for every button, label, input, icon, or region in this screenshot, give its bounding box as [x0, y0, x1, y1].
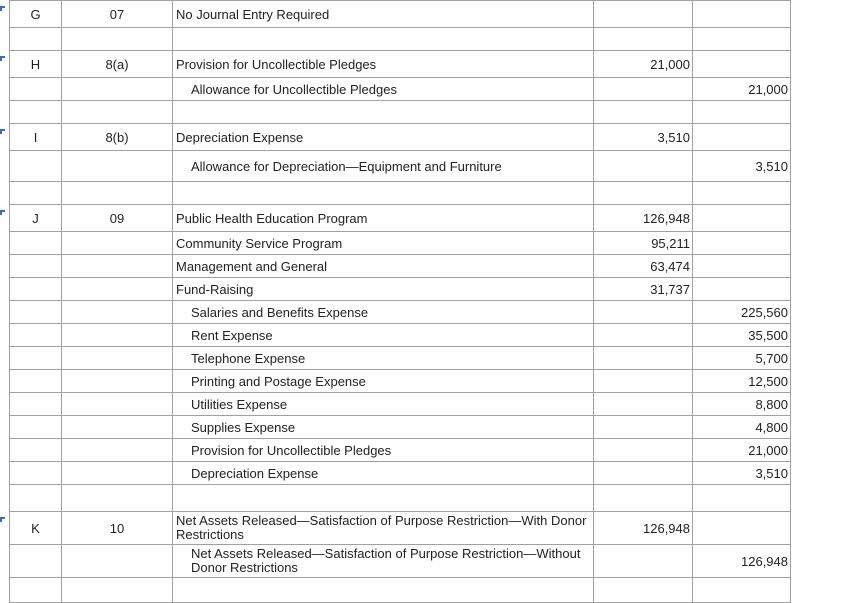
- entry-reference: [62, 78, 173, 101]
- debit-cell: [594, 182, 693, 205]
- account-title: Provision for Uncollectible Pledges: [173, 51, 594, 78]
- spacer-row: [10, 182, 791, 205]
- entry-reference: [62, 439, 173, 462]
- entry-letter: [10, 462, 62, 485]
- spacer-row: [10, 101, 791, 124]
- letter-cell: [10, 578, 62, 603]
- ref-cell: [62, 101, 173, 124]
- line-row: [10, 462, 791, 485]
- row-marker-icon: [0, 129, 5, 134]
- credit-cell: [693, 182, 791, 205]
- debit-amount: [594, 347, 693, 370]
- account-title: Utilities Expense: [173, 393, 594, 416]
- credit-amount: [693, 278, 791, 301]
- entry-reference: [62, 545, 173, 578]
- credit-amount: 5,700: [693, 347, 791, 370]
- debit-cell: [594, 101, 693, 124]
- line-row: [10, 324, 791, 347]
- credit-amount: [693, 232, 791, 255]
- entry-row: [10, 51, 791, 78]
- entry-letter: [10, 151, 62, 182]
- entry-letter: J: [10, 205, 62, 232]
- entry-reference: [62, 232, 173, 255]
- line-row: [10, 278, 791, 301]
- entry-reference: 09: [62, 205, 173, 232]
- debit-cell: [594, 485, 693, 512]
- entry-letter: [10, 439, 62, 462]
- row-marker-icon: [0, 56, 5, 61]
- credit-amount: 126,948: [693, 545, 791, 578]
- line-row: [10, 416, 791, 439]
- debit-amount: [594, 151, 693, 182]
- entry-row: [10, 205, 791, 232]
- credit-cell: [693, 28, 791, 51]
- debit-amount: [594, 301, 693, 324]
- entry-letter: [10, 416, 62, 439]
- entry-letter: [10, 370, 62, 393]
- row-marker-icon: [0, 517, 5, 522]
- entry-row: [10, 1, 791, 28]
- entry-letter: [10, 545, 62, 578]
- account-cell: [173, 578, 594, 603]
- credit-amount: 35,500: [693, 324, 791, 347]
- debit-amount: 126,948: [594, 512, 693, 545]
- credit-amount: 225,560: [693, 301, 791, 324]
- entry-letter: [10, 301, 62, 324]
- entry-reference: [62, 324, 173, 347]
- account-title: Telephone Expense: [173, 347, 594, 370]
- row-marker-icon: [0, 6, 5, 11]
- line-row: [10, 370, 791, 393]
- entry-letter: H: [10, 51, 62, 78]
- line-row: [10, 347, 791, 370]
- entry-letter: [10, 232, 62, 255]
- credit-amount: [693, 205, 791, 232]
- entry-row: [10, 124, 791, 151]
- entry-letter: G: [10, 1, 62, 28]
- account-title: Depreciation Expense: [173, 462, 594, 485]
- spacer-row: [10, 28, 791, 51]
- credit-amount: 21,000: [693, 439, 791, 462]
- credit-cell: [693, 578, 791, 603]
- debit-amount: [594, 1, 693, 28]
- entry-reference: [62, 151, 173, 182]
- entry-letter: [10, 78, 62, 101]
- line-row: [10, 255, 791, 278]
- debit-amount: 21,000: [594, 51, 693, 78]
- account-cell: [173, 485, 594, 512]
- entry-letter: K: [10, 512, 62, 545]
- credit-amount: [693, 124, 791, 151]
- ref-cell: [62, 485, 173, 512]
- entry-reference: [62, 370, 173, 393]
- entry-letter: [10, 324, 62, 347]
- account-title: Net Assets Released—Satisfaction of Purpose Restriction—Without Donor Restrictions: [173, 545, 594, 578]
- account-title: Allowance for Depreciation—Equipment and Furniture: [173, 151, 594, 182]
- entry-letter: [10, 347, 62, 370]
- line-row: [10, 301, 791, 324]
- credit-amount: 3,510: [693, 462, 791, 485]
- line-row: [10, 151, 791, 182]
- credit-cell: [693, 101, 791, 124]
- account-title: Printing and Postage Expense: [173, 370, 594, 393]
- debit-amount: 126,948: [594, 205, 693, 232]
- debit-amount: [594, 393, 693, 416]
- account-title: Supplies Expense: [173, 416, 594, 439]
- letter-cell: [10, 28, 62, 51]
- entry-reference: [62, 347, 173, 370]
- debit-cell: [594, 28, 693, 51]
- debit-amount: [594, 439, 693, 462]
- credit-amount: [693, 512, 791, 545]
- debit-amount: 31,737: [594, 278, 693, 301]
- entry-letter: [10, 393, 62, 416]
- debit-amount: [594, 416, 693, 439]
- entry-reference: [62, 255, 173, 278]
- ref-cell: [62, 182, 173, 205]
- ref-cell: [62, 578, 173, 603]
- line-row: [10, 393, 791, 416]
- entry-letter: [10, 278, 62, 301]
- entry-reference: [62, 301, 173, 324]
- debit-amount: [594, 78, 693, 101]
- line-row: [10, 439, 791, 462]
- debit-amount: [594, 545, 693, 578]
- row-marker-icon: [0, 210, 5, 215]
- account-title: Rent Expense: [173, 324, 594, 347]
- account-title: Fund-Raising: [173, 278, 594, 301]
- spacer-row: [10, 578, 791, 603]
- credit-cell: [693, 485, 791, 512]
- account-title: No Journal Entry Required: [173, 1, 594, 28]
- letter-cell: [10, 101, 62, 124]
- entry-reference: [62, 278, 173, 301]
- entry-reference: 8(b): [62, 124, 173, 151]
- account-title: Salaries and Benefits Expense: [173, 301, 594, 324]
- line-row: [10, 545, 791, 578]
- account-title: Depreciation Expense: [173, 124, 594, 151]
- entry-letter: I: [10, 124, 62, 151]
- debit-amount: 3,510: [594, 124, 693, 151]
- entry-reference: 8(a): [62, 51, 173, 78]
- letter-cell: [10, 182, 62, 205]
- account-title: Provision for Uncollectible Pledges: [173, 439, 594, 462]
- credit-amount: [693, 255, 791, 278]
- entry-reference: [62, 462, 173, 485]
- letter-cell: [10, 485, 62, 512]
- debit-amount: [594, 324, 693, 347]
- account-title: Net Assets Released—Satisfaction of Purpose Restriction—With Donor Restrictions: [173, 512, 594, 545]
- debit-amount: [594, 462, 693, 485]
- credit-amount: 8,800: [693, 393, 791, 416]
- credit-amount: 4,800: [693, 416, 791, 439]
- line-row: [10, 232, 791, 255]
- entry-letter: [10, 255, 62, 278]
- journal-entries-table: [9, 0, 791, 603]
- account-cell: [173, 182, 594, 205]
- entry-reference: [62, 416, 173, 439]
- account-title: Public Health Education Program: [173, 205, 594, 232]
- debit-amount: 95,211: [594, 232, 693, 255]
- ref-cell: [62, 28, 173, 51]
- entry-reference: 07: [62, 1, 173, 28]
- credit-amount: 3,510: [693, 151, 791, 182]
- credit-amount: [693, 1, 791, 28]
- debit-amount: [594, 370, 693, 393]
- credit-amount: 21,000: [693, 78, 791, 101]
- debit-amount: 63,474: [594, 255, 693, 278]
- account-title: Community Service Program: [173, 232, 594, 255]
- account-cell: [173, 101, 594, 124]
- entry-reference: 10: [62, 512, 173, 545]
- credit-amount: [693, 51, 791, 78]
- entry-row: [10, 512, 791, 545]
- entry-reference: [62, 393, 173, 416]
- line-row: [10, 78, 791, 101]
- spacer-row: [10, 485, 791, 512]
- credit-amount: 12,500: [693, 370, 791, 393]
- debit-cell: [594, 578, 693, 603]
- account-cell: [173, 28, 594, 51]
- account-title: Management and General: [173, 255, 594, 278]
- account-title: Allowance for Uncollectible Pledges: [173, 78, 594, 101]
